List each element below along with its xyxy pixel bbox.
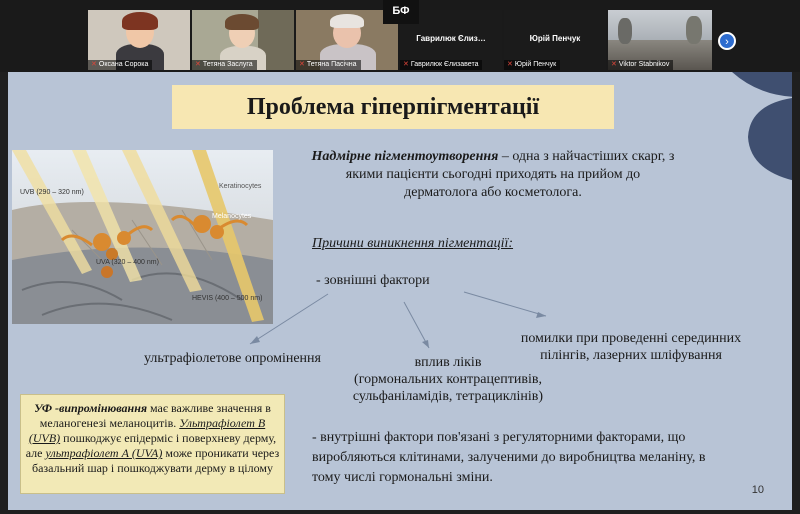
note-lead: УФ -випромінювання <box>34 401 148 415</box>
participant-name-label: ✕ Гаврилюк Єлизавета <box>400 60 482 70</box>
participant-tile[interactable] <box>192 10 294 70</box>
external-factors: - зовнішні фактори <box>316 273 430 288</box>
melanocytes-label: Melanocytes <box>212 213 252 220</box>
internal-factors: - внутрішні фактори пов'язані з регуляторними факторами, що виробляються клітинами, залученими до виробництва меланіну, в тому числі гормональні зміни. <box>312 430 706 485</box>
note-uvb: Ультрафіолет В (UVB) <box>28 416 266 445</box>
participant-name-label: ✕ Тетяна Заслуга <box>192 60 257 70</box>
mic-off-icon: ✕ <box>403 61 409 68</box>
page-number: 10 <box>751 484 764 496</box>
drugs-line: вплив ліків <box>414 355 482 370</box>
intro-rest: – одна з найчастіших скарг, з якими пацієнти сьогодні приходять на прийом до дерматолога або косметолога. <box>345 149 675 200</box>
slide-title: Проблема гіперпігментації <box>172 85 614 129</box>
note-text: може проникати через базальний шар і пошкоджувати дерму в цілому <box>32 446 280 475</box>
intro-bold: Надмірне пігментоутворення <box>311 149 499 164</box>
next-participants-button[interactable] <box>718 32 736 50</box>
participant-name-label: ✕ Юрій Пенчук <box>504 60 560 70</box>
uva-label: UVA (320 – 400 nm) <box>96 259 159 266</box>
keratinocytes-label: Keratinocytes <box>219 183 262 190</box>
note-text: має важливе значення в меланогенезі меланоцитів. <box>39 401 271 430</box>
video-strip <box>0 0 800 72</box>
presentation-slide <box>8 72 792 510</box>
participant-tile[interactable] <box>88 10 190 70</box>
uv-branch: ультрафіолетове опромінення <box>144 351 321 366</box>
hevis-label: HEVIS (400 – 500 nm) <box>192 295 263 302</box>
chevron-right-icon: › <box>725 36 729 48</box>
mic-off-icon: ✕ <box>507 61 513 68</box>
mic-off-icon: ✕ <box>611 61 617 68</box>
tree <box>618 18 632 44</box>
errors-branch <box>496 330 766 364</box>
hair <box>330 14 364 28</box>
uv-note-box <box>20 394 285 494</box>
causes-heading: Причини виникнення пігментації: <box>312 236 514 251</box>
mic-off-icon: ✕ <box>91 61 97 68</box>
participant-display-name: Гаврилюк Єлиз… <box>416 34 486 43</box>
participant-display-name: Юрій Пенчук <box>529 34 581 43</box>
drugs-line: сульфаніламідів, тетрациклінів) <box>352 389 544 404</box>
uvb-label: UVB (290 – 320 nm) <box>20 189 84 196</box>
drugs-line: (гормональних контрацептивів, <box>354 372 542 387</box>
participant-tile[interactable] <box>608 10 712 70</box>
participant-name-label: ✕ Оксана Сорока <box>88 60 152 70</box>
participant-name-label: ✕ Тетяна Пасічна <box>296 60 361 70</box>
errors-line: помилки при проведенні серединних <box>520 331 742 346</box>
errors-line: пілінгів, лазерних шліфування <box>540 348 722 363</box>
hair <box>225 14 259 30</box>
note-uva: ультрафіолет А (UVA) <box>45 446 163 460</box>
participant-tile[interactable] <box>504 10 606 70</box>
mic-off-icon: ✕ <box>195 61 201 68</box>
app-logo: БФ <box>383 0 419 24</box>
participant-name-label: ✕ Viktor Stabnikov <box>608 60 673 70</box>
hair <box>122 12 158 30</box>
tree <box>686 16 702 44</box>
mic-off-icon: ✕ <box>299 61 305 68</box>
note-text: пошкоджує епідерміс і поверхневу дерму, але <box>25 431 277 460</box>
